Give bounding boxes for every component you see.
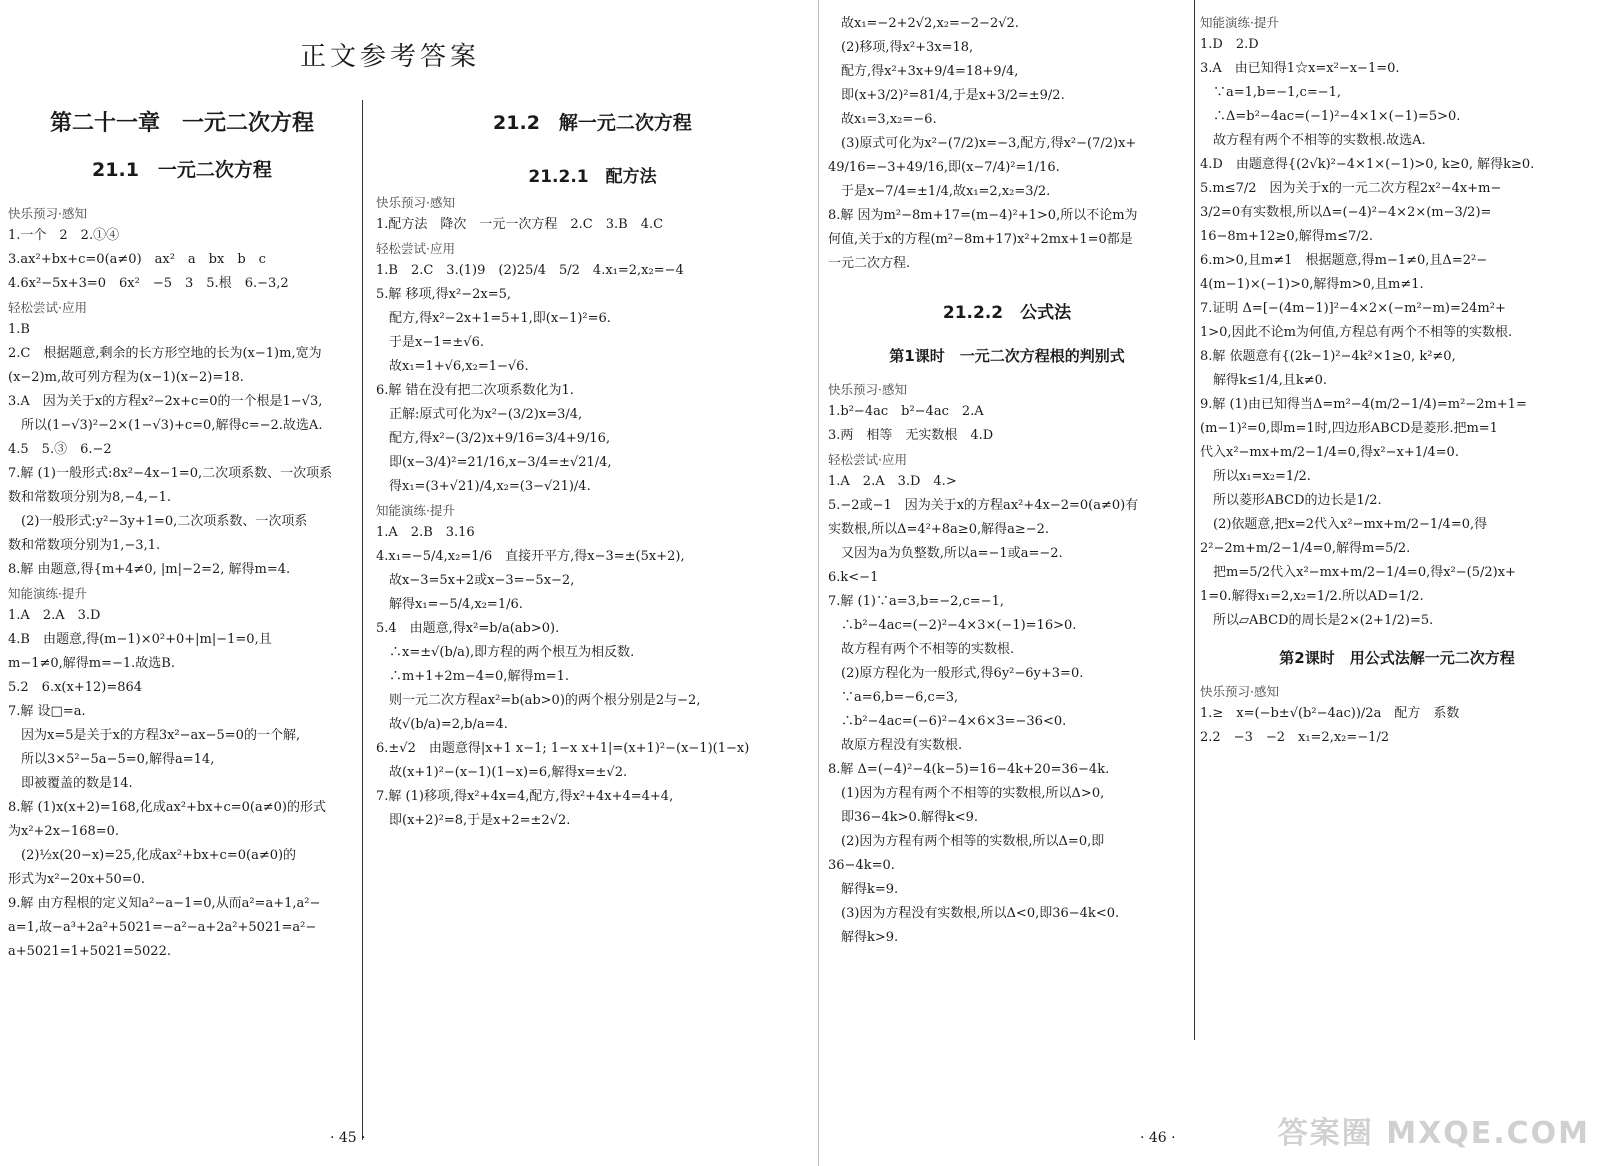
answer-line: 6.解 错在没有把二次项系数化为1. [376, 383, 574, 398]
answer-line: 即(x+3/2)²=81/4,于是x+3/2=±9/2. [828, 88, 1065, 103]
answer-line: ∵a=6,b=−6,c=3, [828, 690, 959, 705]
answer-line: 1.一个 2 2.①④ [8, 228, 120, 243]
answer-line: 故(x+1)²−(x−1)(1−x)=6,解得x=±√2. [376, 765, 628, 780]
answer-line: (2)原方程化为一般形式,得6y²−6y+3=0. [828, 666, 1084, 681]
column-1 [0, 0, 364, 1166]
answer-line: 3.A 由已知得1☆x=x²−x−1=0. [1200, 61, 1400, 76]
answer-line: 故x−3=5x+2或x−3=−5x−2, [376, 573, 575, 588]
answer-line: 又因为a为负整数,所以a=−1或a=−2. [828, 546, 1063, 561]
answer-line: (x−2)m,故可列方程为(x−1)(x−2)=18. [8, 370, 244, 385]
answer-line: 3.ax²+bx+c=0(a≠0) ax² a bx b c [8, 252, 266, 267]
section-label: 快乐预习·感知 [8, 206, 87, 221]
answer-line: 形式为x²−20x+50=0. [8, 872, 146, 887]
answer-line: 即被覆盖的数是14. [8, 776, 133, 791]
answer-line: 解得k>9. [828, 930, 899, 945]
section-label: 知能演练·提升 [8, 586, 87, 601]
answer-line: 16−8m+12≥0,解得m≤7/2. [1200, 229, 1374, 244]
answer-line: 数和常数项分别为1,−3,1. [8, 538, 161, 553]
answer-line: 2.C 根据题意,剩余的长方形空地的长为(x−1)m,宽为 [8, 346, 322, 361]
answer-line: 故方程有两个不相等的实数根.故选A. [1200, 133, 1426, 148]
answer-line: 4.x₁=−5/4,x₂=1/6 直接开平方,得x−3=±(5x+2), [376, 549, 685, 564]
column-3 [822, 0, 1192, 1166]
answer-line: 1.b²−4ac b²−4ac 2.A [828, 404, 984, 419]
answer-line: (3)原式可化为x²−(7/2)x=−3,配方,得x²−(7/2)x+ [828, 136, 1137, 151]
section-label: 轻松尝试·应用 [376, 241, 455, 256]
answer-line: m−1≠0,解得m=−1.故选B. [8, 656, 175, 671]
answer-line: 2²−2m+m/2−1/4=0,解得m=5/2. [1200, 541, 1411, 556]
answer-line: 1.≥ x=(−b±√(b²−4ac))/2a 配方 系数 [1200, 706, 1460, 721]
answer-line: ∴b²−4ac=(−2)²−4×3×(−1)=16>0. [828, 618, 1077, 633]
answer-line: 何值,关于x的方程(m²−8m+17)x²+2mx+1=0都是 [828, 232, 1133, 247]
column-4-content-bottom [1200, 682, 1594, 748]
subsection-title: 21.2.2 公式法 [942, 303, 1072, 323]
answer-line: 即(x−3/4)²=21/16,x−3/4=±√21/4, [376, 455, 612, 470]
answer-line: 为x²+2x−168=0. [8, 824, 120, 839]
answer-line: 于是x−1=±√6. [376, 335, 484, 350]
answer-line: 7.证明 Δ=[−(4m−1)]²−4×2×(−m²−m)=24m²+ [1200, 301, 1506, 316]
answer-line: 所以▱ABCD的周长是2×(2+1/2)=5. [1200, 613, 1434, 628]
page-gutter [818, 0, 819, 1166]
answer-line: 所以(1−√3)²−2×(1−√3)+c=0,解得c=−2.故选A. [8, 418, 323, 433]
answer-line: 故原方程没有实数根. [828, 738, 963, 753]
answer-line: 9.解 由方程根的定义知a²−a−1=0,从而a²=a+1,a²− [8, 896, 321, 911]
column-2-content [376, 193, 809, 831]
answer-line: ∴x=±√(b/a),即方程的两个根互为相反数. [376, 645, 635, 660]
answer-line: (2)移项,得x²+3x=18, [828, 40, 974, 55]
answer-line: 1>0,因此不论m为何值,方程总有两个不相等的实数根. [1200, 325, 1513, 340]
answer-line: a=1,故−a³+2a²+5021=−a²−a+2a²+5021=a²− [8, 920, 317, 935]
answer-line: 1.B [8, 322, 30, 337]
answer-line: 即(x+2)²=8,于是x+2=±2√2. [376, 813, 571, 828]
answer-line: 故x₁=1+√6,x₂=1−√6. [376, 359, 529, 374]
answer-line: 配方,得x²−(3/2)x+9/16=3/4+9/16, [376, 431, 611, 446]
answer-line: (3)因为方程没有实数根,所以Δ<0,即36−4k<0. [828, 906, 1120, 921]
section-label: 知能演练·提升 [1200, 15, 1279, 30]
answers-title: 正文参考答案 [300, 42, 481, 72]
section-title: 21.1 一元二次方程 [92, 159, 272, 181]
answer-line: 5.m≤7/2 因为关于x的一元二次方程2x²−4x+m− [1200, 181, 1502, 196]
answer-line: 正解:原式可化为x²−(3/2)x=3/4, [376, 407, 583, 422]
answer-line: 6.m>0,且m≠1 根据题意,得m−1≠0,且Δ=2²− [1200, 253, 1488, 268]
column-4 [1198, 0, 1600, 1166]
answer-line: 4.6x²−5x+3=0 6x² −5 3 5.根 6.−3,2 [8, 276, 289, 291]
answer-line: 1.A 2.A 3.D 4.> [828, 474, 957, 489]
answer-line: 8.解 (1)x(x+2)=168,化成ax²+bx+c=0(a≠0)的形式 [8, 800, 326, 815]
answer-line: 3.A 因为关于x的方程x²−2x+c=0的一个根是1−√3, [8, 394, 323, 409]
answer-line: (2)依题意,把x=2代入x²−mx+m/2−1/4=0,得 [1200, 517, 1488, 532]
answer-line: 故√(b/a)=2,b/a=4. [376, 717, 508, 732]
answer-line: 得x₁=(3+√21)/4,x₂=(3−√21)/4. [376, 479, 591, 494]
answer-line: 即36−4k>0.解得k<9. [828, 810, 979, 825]
answer-line: 8.解 Δ=(−4)²−4(k−5)=16−4k+20=36−4k. [828, 762, 1110, 777]
section-label: 轻松尝试·应用 [828, 452, 907, 467]
answer-line: 1.B 2.C 3.(1)9 (2)25/4 5/2 4.x₁=2,x₂=−4 [376, 263, 684, 278]
section-label: 知能演练·提升 [376, 503, 455, 518]
answer-line: 4.5 5.③ 6.−2 [8, 442, 112, 457]
answer-line: a+5021=1+5021=5022. [8, 944, 171, 959]
answer-line: 所以x₁=x₂=1/2. [1200, 469, 1311, 484]
answer-line: 9.解 (1)由已知得当Δ=m²−4(m/2−1/4)=m²−2m+1= [1200, 397, 1527, 412]
section-label: 快乐预习·感知 [1200, 684, 1279, 699]
watermark: 答案圈 MXQE.COM [1277, 1116, 1590, 1151]
answer-line: ∴m+1+2m−4=0,解得m=1. [376, 669, 570, 684]
answer-line: 因为x=5是关于x的方程3x²−ax−5=0的一个解, [8, 728, 301, 743]
answer-line: 数和常数项分别为8,−4,−1. [8, 490, 171, 505]
answer-line: 4(m−1)×(−1)>0,解得m>0,且m≠1. [1200, 277, 1424, 292]
answer-line: ∴b²−4ac=(−6)²−4×6×3=−36<0. [828, 714, 1067, 729]
answer-line: 故x₁=−2+2√2,x₂=−2−2√2. [828, 16, 1019, 31]
answer-line: (m−1)²=0,即m=1时,四边形ABCD是菱形.把m=1 [1200, 421, 1498, 436]
answer-line: 7.解 (1)一般形式:8x²−4x−1=0,二次项系数、一次项系 [8, 466, 333, 481]
answer-line: 1=0.解得x₁=2,x₂=1/2.所以AD=1/2. [1200, 589, 1424, 604]
column-3-content-bottom [828, 380, 1186, 948]
answer-line: 8.解 依题意有{(2k−1)²−4k²×1≥0, k²≠0, [1200, 349, 1456, 364]
column-divider [1194, 0, 1195, 1040]
answer-line: 1.配方法 降次 一元一次方程 2.C 3.B 4.C [376, 217, 664, 232]
answer-line: 5.解 移项,得x²−2x=5, [376, 287, 512, 302]
answer-line: 代入x²−mx+m/2−1/4=0,得x²−x+1/4=0. [1200, 445, 1459, 460]
answer-line: 故方程有两个不相等的实数根. [828, 642, 1015, 657]
answer-line: 3.两 相等 无实数根 4.D [828, 428, 994, 443]
answer-line: 所以菱形ABCD的边长是1/2. [1200, 493, 1382, 508]
answer-line: 7.解 (1)∵a=3,b=−2,c=−1, [828, 594, 1004, 609]
column-4-content-top [1200, 13, 1594, 631]
page-number-right: · 46 · [1140, 1130, 1176, 1146]
chapter-title: 第二十一章 一元二次方程 [49, 111, 314, 136]
answer-line: (2)一般形式:y²−3y+1=0,二次项系数、一次项系 [8, 514, 308, 529]
answer-line: 5.−2或−1 因为关于x的方程ax²+4x−2=0(a≠0)有 [828, 498, 1139, 513]
answer-line: 1.D 2.D [1200, 37, 1259, 52]
answer-line: 则一元二次方程ax²=b(ab>0)的两个根分别是2与−2, [376, 693, 701, 708]
answer-line: 8.解 由题意,得{m+4≠0, |m|−2=2, 解得m=4. [8, 562, 291, 577]
answer-line: 49/16=−3+49/16,即(x−7/4)²=1/16. [828, 160, 1060, 175]
answer-line: 2.2 −3 −2 x₁=2,x₂=−1/2 [1200, 730, 1390, 745]
answer-line: 3/2=0有实数根,所以Δ=(−4)²−4×2×(m−3/2)= [1200, 205, 1492, 220]
answer-line: 6.k<−1 [828, 570, 879, 585]
answer-line: 36−4k=0. [828, 858, 895, 873]
column-2 [370, 0, 815, 1166]
answer-line: ∵a=1,b=−1,c=−1, [1200, 85, 1342, 100]
answer-line: 配方,得x²+3x+9/4=18+9/4, [828, 64, 1019, 79]
answer-line: 实数根,所以Δ=4²+8a≥0,解得a≥−2. [828, 522, 1050, 537]
answer-line: 解得k=9. [828, 882, 899, 897]
answer-line: 解得x₁=−5/4,x₂=1/6. [376, 597, 523, 612]
subsection-title: 21.2.1 配方法 [528, 167, 657, 187]
answer-line: 1.A 2.B 3.16 [376, 525, 475, 540]
answer-line: (2)½x(20−x)=25,化成ax²+bx+c=0(a≠0)的 [8, 848, 297, 863]
answer-line: 一元二次方程. [828, 256, 911, 271]
answer-line: 所以3×5²−5a−5=0,解得a=14, [8, 752, 215, 767]
answer-line: 5.2 6.x(x+12)=864 [8, 680, 143, 695]
page-number-left: · 45 · [330, 1130, 366, 1146]
answer-line: 解得k≤1/4,且k≠0. [1200, 373, 1327, 388]
answer-line: 把m=5/2代入x²−mx+m/2−1/4=0,得x²−(5/2)x+ [1200, 565, 1516, 580]
section-title: 21.2 解一元二次方程 [493, 112, 692, 134]
section-label: 快乐预习·感知 [376, 195, 455, 210]
answer-line: (2)因为方程有两个相等的实数根,所以Δ=0,即 [828, 834, 1105, 849]
answer-line: 4.D 由题意得{(2√k)²−4×1×(−1)>0, k≥0, 解得k≥0. [1200, 157, 1535, 172]
answer-line: 5.4 由题意,得x²=b/a(ab>0). [376, 621, 560, 636]
column-1-content [8, 204, 356, 962]
lesson-title: 第1课时 一元二次方程根的判别式 [889, 347, 1125, 365]
answer-line: 6.±√2 由题意得|x+1 x−1; 1−x x+1|=(x+1)²−(x−1)(1−x) [376, 741, 750, 756]
answer-line: 4.B 由题意,得(m−1)×0²+0+|m|−1=0,且 [8, 632, 272, 647]
section-label: 轻松尝试·应用 [8, 300, 87, 315]
answer-line: 故x₁=3,x₂=−6. [828, 112, 937, 127]
answer-line: 配方,得x²−2x+1=5+1,即(x−1)²=6. [376, 311, 611, 326]
section-label: 快乐预习·感知 [828, 382, 907, 397]
answer-line: 1.A 2.A 3.D [8, 608, 101, 623]
answer-line: 8.解 因为m²−8m+17=(m−4)²+1>0,所以不论m为 [828, 208, 1138, 223]
answer-line: 于是x−7/4=±1/4,故x₁=2,x₂=3/2. [828, 184, 1051, 199]
answer-line: ∴Δ=b²−4ac=(−1)²−4×1×(−1)=5>0. [1200, 109, 1461, 124]
column-3-content-top [828, 14, 1186, 274]
answer-line: 7.解 (1)移项,得x²+4x=4,配方,得x²+4x+4=4+4, [376, 789, 674, 804]
lesson-title: 第2课时 用公式法解一元二次方程 [1279, 649, 1515, 667]
answer-line: 7.解 设□=a. [8, 704, 86, 719]
answer-line: (1)因为方程有两个不相等的实数根,所以Δ>0, [828, 786, 1105, 801]
